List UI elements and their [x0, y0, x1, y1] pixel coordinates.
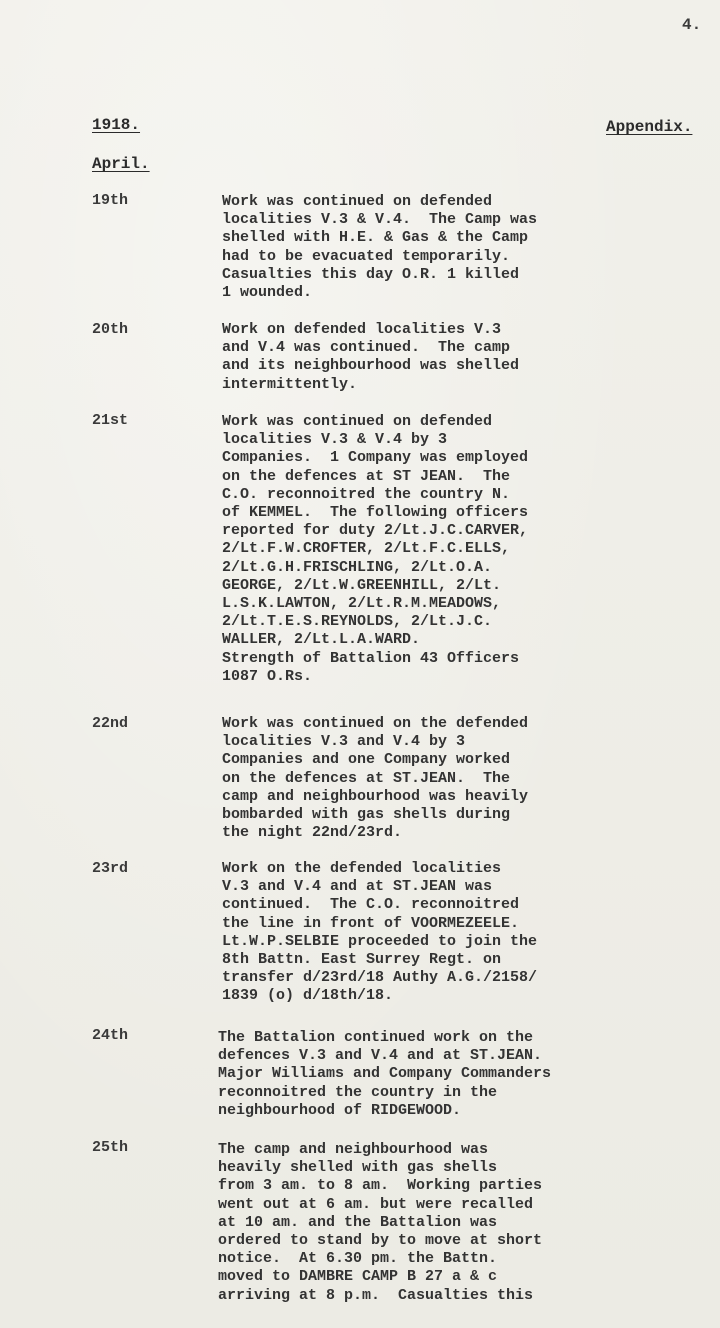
- entry-text: Work on defended localities V.3 and V.4 was continued. The camp and its neighbourhood was shelled intermittently.: [222, 321, 520, 393]
- entry-text: Work on the defended localities V.3 and V.4 and at ST.JEAN was continued. The C.O. reconnoitred the line in front of VOORMEZEELE. Lt.W.P.SELBIE proceeded to join the 8th Battn. East Surrey Regt. on transfer d/23rd/18 Authy A.G./2158/ 1839 (o) d/18th/18.: [222, 860, 538, 1005]
- entry-date: 21st: [92, 412, 129, 429]
- entry-text: The Battalion continued work on the defences V.3 and V.4 and at ST.JEAN. Major Williams and Company Commanders reconnoitred the country in the neighbourhood of RIDGEWOOD.: [218, 1029, 552, 1119]
- appendix-heading: Appendix.: [606, 118, 693, 136]
- year-heading: 1918.: [92, 116, 141, 134]
- page-number: 4.: [682, 16, 702, 34]
- entry-text: Work was continued on defended localities V.3 & V.4 by 3 Companies. 1 Company was employed on the defences at ST JEAN. The C.O. reconnoitred the country N. of KEMMEL. The following officers reported for duty 2/Lt.J.C.CARVER, 2/Lt.F.W.CROFTER, 2/Lt.F.C.ELLS, 2/Lt.G.H.FRISCHLING, 2/Lt.O.A. GEORGE, 2/Lt.W.GREENHILL, 2/Lt. L.S.K.LAWTON, 2/Lt.R.M.MEADOWS, 2/Lt.T.E.S.REYNOLDS, 2/Lt.J.C. WALLER, 2/Lt.L.A.WARD. Strength of Battalion 43 Officers 1087 O.Rs.: [222, 413, 529, 685]
- entry-date: 20th: [92, 321, 129, 338]
- entry-date: 24th: [92, 1027, 129, 1044]
- entry-text: Work was continued on defended localities V.3 & V.4. The Camp was shelled with H.E. & Gas & the Camp had to be evacuated temporarily. Casualties this day O.R. 1 killed 1 wounded.: [222, 193, 538, 302]
- entry-date: 23rd: [92, 860, 129, 877]
- entry-date: 19th: [92, 192, 129, 209]
- entry-text: The camp and neighbourhood was heavily shelled with gas shells from 3 am. to 8 am. Working parties went out at 6 am. but were recalled at 10 am. and the Battalion was ordered to stand by to move at short notice. At 6.30 pm. the Battn. moved to DAMBRE CAMP B 27 a & c arriving at 8 p.m. Casualties this: [218, 1141, 543, 1304]
- month-heading: April.: [92, 155, 150, 173]
- entry-date: 25th: [92, 1139, 129, 1156]
- entry-date: 22nd: [92, 715, 129, 732]
- entry-text: Work was continued on the defended localities V.3 and V.4 by 3 Companies and one Company worked on the defences at ST.JEAN. The camp and neighbourhood was heavily bombarded with gas shells during the night 22nd/23rd.: [222, 715, 529, 842]
